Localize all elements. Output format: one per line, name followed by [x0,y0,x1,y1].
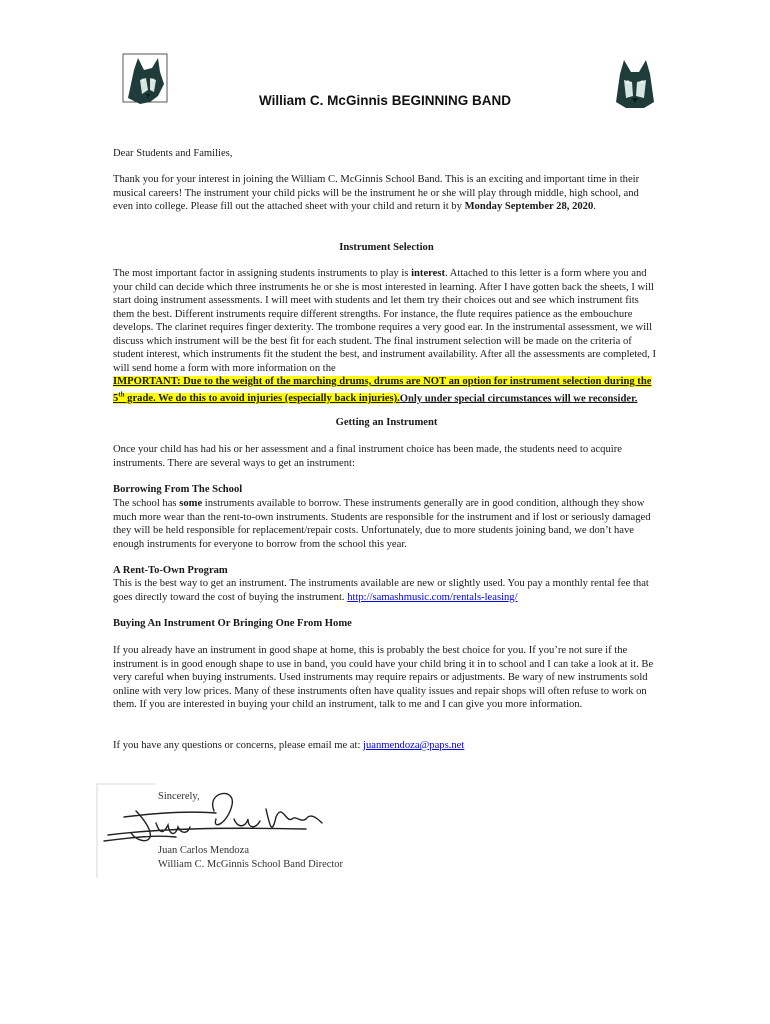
sincerely-label: Sincerely, [158,791,200,802]
buying-paragraph: If you already have an instrument in good shape at home, this is probably the best choice for you. If you’re not sure if the instrument is in good enough shape to use in band, you could have your child bring it in to school and I can take a look at it. Be very careful when buying instruments. Used instruments may require repairs or adjustments. Be wary of new instruments sold online with very low prices. Many of these instruments often have quality issues and repair shops will often refuse to work on them. If you are interested in buying your child an instrument, talk to me and I can give you more information. [113,645,654,710]
signer-name: Juan Carlos Mendoza [158,845,249,856]
borrow-text-1: The school has [113,498,180,509]
intro-paragraph [113,173,660,214]
borrow-bold: some [179,498,203,509]
rental-link[interactable]: http://samashmusic.com/rentals-leasing/ [347,591,518,603]
email-link[interactable]: juanmendoza@paps.net [363,740,465,751]
selection-text-2: . Attached to this letter is a form where you and your child can decide which three instruments he or she is most interested in learning. After I have gotten back the sheets, I will start doing instrument assessments. I will meet with students and let them try their choices out and see which instrument fits them the best. Different instruments require different strengths. For instance, the flute requires patience as the embouchure develops. The clarinet requires finger dexterity. The trombone requires a very good ear. In the instrumental assessment, we will discuss which instrument will be the best fit for each student. The final instrument selection will be made on the criteria of student interest, which instruments fit the student the best, and instrument availability. After all the assessments are completed, I will send home a form with more information on the [113,268,656,374]
rent-paragraph [113,577,660,604]
buying-heading: Buying An Instrument Or Bringing One From Home [113,618,352,629]
important-reconsider: Only under special circumstances will we reconsider. [399,393,638,405]
signature-block [96,783,346,878]
important-sup: th [118,390,125,399]
greeting: Dear Students and Families, [113,148,233,159]
borrow-text-2: instruments available to borrow. These instruments generally are in good condition, although they show much more wear than the rent-to-own instruments. Students are responsible for the instrument and if lost or seriously damaged they will be held responsible for replacement/repair costs. Unfortunately, due to more students joining band, we don’t have enough instruments for everyone to borrow from the school this year. [113,498,651,550]
important-text-2: grade. We do this to avoid injuries (especially back injuries). [124,393,400,405]
deadline-text: Monday September 28, 2020 [464,201,594,212]
important-text-1: IMPORTANT: Due to the weight of the marching drums, drums are NOT an option for instrument selection during the 5 [113,376,652,405]
signer-role: William C. McGinnis School Band Director [158,859,344,870]
intro-end: . [593,201,596,212]
page-title: William C. McGinnis BEGINNING BAND [259,93,511,108]
getting-instrument-heading: Getting an Instrument [335,417,438,428]
selection-bold: interest [411,268,446,279]
rent-heading: A Rent-To-Own Program [113,565,228,576]
borrowing-heading: Borrowing From The School [113,484,243,495]
selection-paragraph [113,267,660,406]
selection-text-1: The most important factor in assigning students instruments to play is [113,268,412,279]
instrument-selection-heading: Instrument Selection [339,242,434,253]
intro-text: Thank you for your interest in joining the William C. McGinnis School Band. This is an exciting and important time in their musical careers! The instrument your child picks will be the instrument he or she will play through middle, high school, and even into college. Please fill out the attached sheet with your child and return it by [113,174,640,212]
contact-text: If you have any questions or concerns, please email me at: [113,740,364,751]
contact-paragraph [113,739,660,753]
getting-instrument-text: Once your child has had his or her assessment and a final instrument choice has been made, the students need to acquire instruments. There are several ways to get an instrument: [113,444,622,469]
rent-text: This is the best way to get an instrument. The instruments available are new or slightly used. You pay a monthly rental fee that goes directly toward the cost of buying the instrument. [113,578,649,603]
borrowing-paragraph [113,497,660,551]
